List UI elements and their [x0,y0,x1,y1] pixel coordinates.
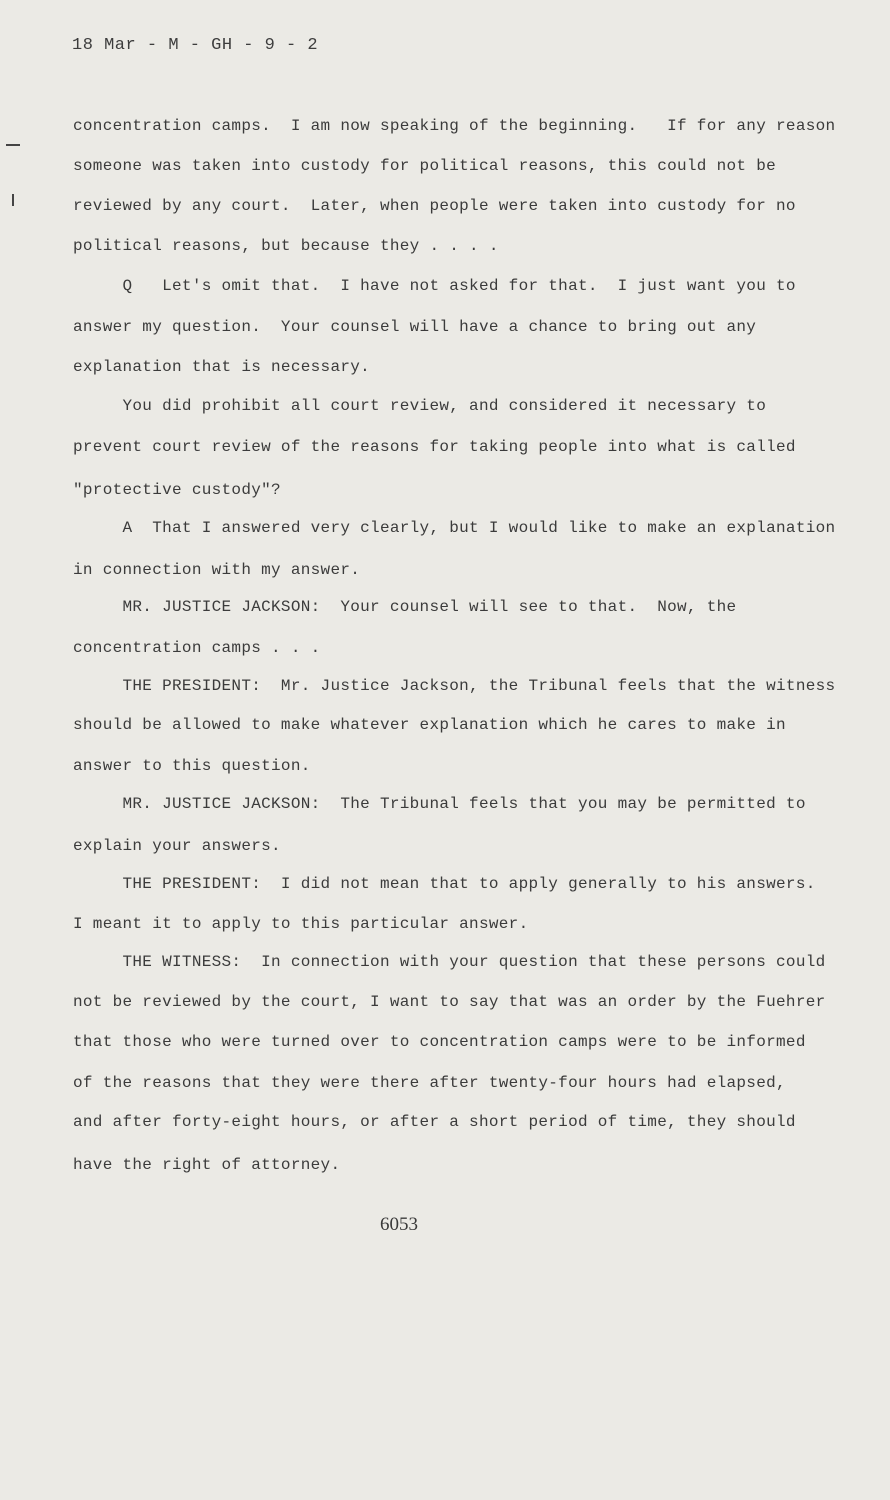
page-number: 6053 [380,1214,418,1235]
text-line: THE PRESIDENT: Mr. Justice Jackson, the Tribunal feels that the witness [73,677,836,695]
text-line: explain your answers. [73,837,281,855]
text-line: political reasons, but because they . . . . [73,237,499,255]
text-line: MR. JUSTICE JACKSON: The Tribunal feels that you may be permitted to [73,795,806,813]
text-line: of the reasons that they were there after twenty-four hours had elapsed, [73,1074,786,1092]
text-line: that those who were turned over to concentration camps were to be informed [73,1033,806,1051]
text-line: and after forty-eight hours, or after a short period of time, they should [73,1113,796,1131]
text-line: concentration camps. I am now speaking of the beginning. If for any reason [73,117,836,135]
text-line: explanation that is necessary. [73,358,371,376]
text-line: not be reviewed by the court, I want to say that was an order by the Fuehrer [73,993,826,1011]
text-line: A That I answered very clearly, but I would like to make an explanation [73,519,836,537]
text-line: concentration camps . . . [73,639,321,657]
text-line: "protective custody"? [73,481,281,499]
text-line: I meant it to apply to this particular answer. [73,915,529,933]
text-line: should be allowed to make whatever explanation which he cares to make in [73,716,786,734]
text-line: someone was taken into custody for political reasons, this could not be [73,157,777,175]
text-line: reviewed by any court. Later, when people were taken into custody for no [73,197,796,215]
text-line: answer to this question. [73,757,311,775]
text-line: You did prohibit all court review, and considered it necessary to [73,397,767,415]
text-line: THE PRESIDENT: I did not mean that to apply generally to his answers. [73,875,816,893]
text-line: prevent court review of the reasons for taking people into what is called [73,438,796,456]
margin-mark [12,194,14,206]
margin-mark [6,144,20,146]
text-line: answer my question. Your counsel will have a chance to bring out any [73,318,757,336]
text-line: THE WITNESS: In connection with your question that these persons could [73,953,826,971]
text-line: Q Let's omit that. I have not asked for that. I just want you to [73,277,796,295]
text-line: in connection with my answer. [73,561,361,579]
page-header: 18 Mar - M - GH - 9 - 2 [72,36,319,55]
text-line: have the right of attorney. [73,1156,341,1174]
text-line: MR. JUSTICE JACKSON: Your counsel will see to that. Now, the [73,598,737,616]
